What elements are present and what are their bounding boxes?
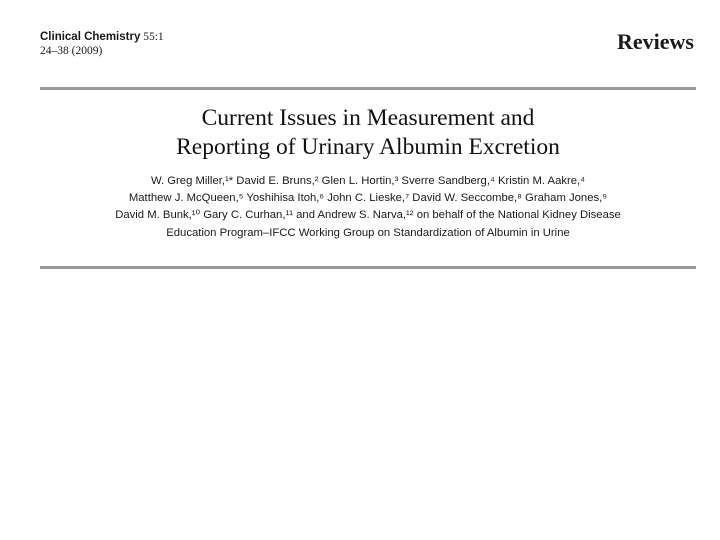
author-line: David M. Bunk,¹⁰ Gary C. Curhan,¹¹ and Andrew S. Narva,¹² on behalf of the National Kidney Disease [115, 209, 621, 222]
title-line: Current Issues in Measurement and [201, 105, 535, 131]
title-line: Reporting of Urinary Albumin Excretion [176, 134, 560, 160]
author-list [40, 173, 696, 242]
author-line: Education Program–IFCC Working Group on Standardization of Albumin in Urine [166, 226, 570, 239]
top-divider [40, 87, 696, 90]
section-label: Reviews [617, 29, 694, 54]
bottom-divider [40, 266, 696, 269]
journal-citation [40, 30, 164, 58]
article-title [40, 104, 696, 162]
journal-volume-issue: 55:1 [143, 31, 164, 43]
journal-pages-year: 24–38 (2009) [40, 45, 103, 57]
journal-name: Clinical Chemistry [40, 31, 141, 43]
author-line: Matthew J. McQueen,⁵ Yoshihisa Itoh,⁶ John C. Lieske,⁷ David W. Seccombe,⁸ Graham Jones,⁹ [128, 192, 608, 205]
author-line: W. Greg Miller,¹* David E. Bruns,² Glen L. Hortin,³ Sverre Sandberg,⁴ Kristin M. Aakre,⁴ [150, 175, 586, 187]
journal-line [40, 30, 164, 44]
